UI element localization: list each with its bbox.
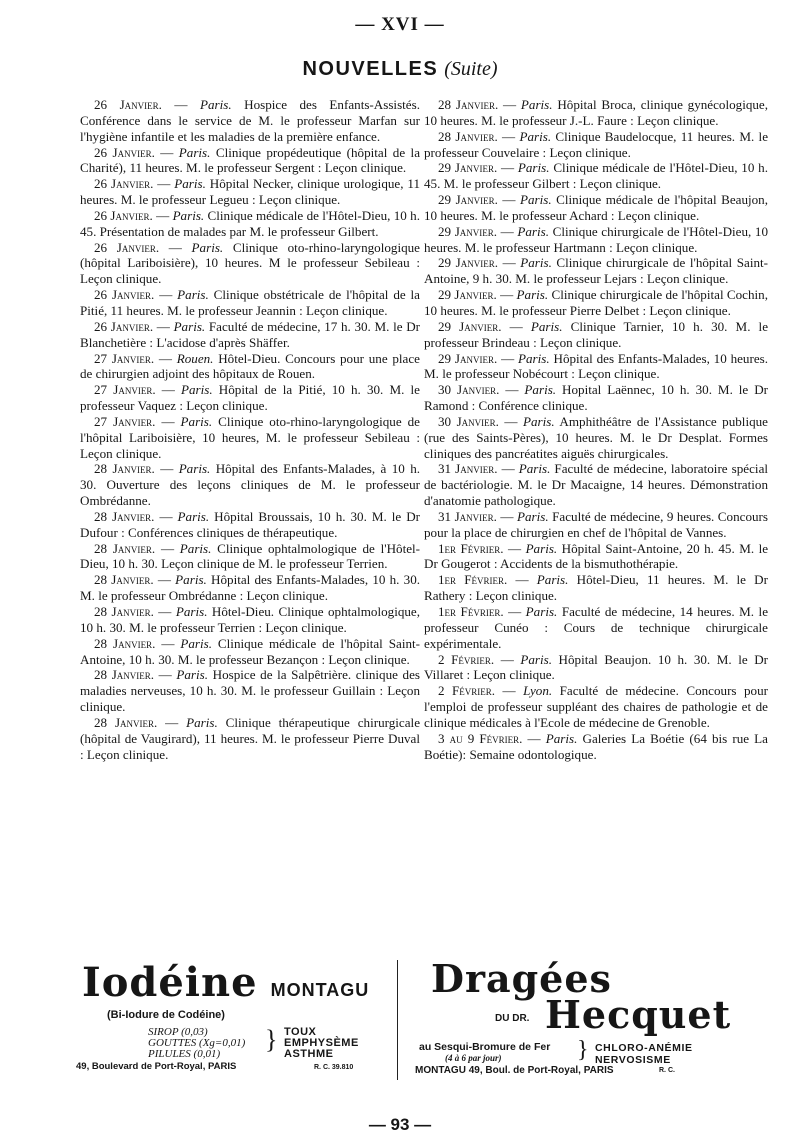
entry-city: Paris. (180, 635, 212, 651)
news-entry: 28 Janvier. — Paris. Hôtel-Dieu. Clinique ophtalmologique, 10 h. 30. M. le professeur Terrien : Leçon clinique. (80, 604, 421, 635)
entry-city: Paris. (525, 540, 558, 556)
entry-text: Hôpital Broca, clinique gynécologique, 10 heures. M. le professeur J.-L. Faure : Leçon clinique. (424, 97, 769, 128)
entry-date: 29 Janvier. (438, 318, 502, 334)
entry-city: Paris. (519, 192, 552, 208)
entry-city: Paris. (520, 651, 552, 667)
entry-text: Faculté de médecine, 17 h. 30. M. le Dr Blanchetière : L'acidose d'après Shäffer. (80, 318, 421, 350)
entry-text: Hôpital Necker, clinique urologique, 11 heures. M. le professeur Legueu : Leçon clinique. (80, 176, 420, 208)
ad-iodeine-form-0: SIROP (0,03) (148, 1026, 208, 1038)
entry-date: 2 Février. (438, 651, 495, 667)
entry-text: Clinique ophtalmologique de l'Hôtel-Dieu, 10 h. 30. Leçon clinique de M. le professeur Terrien. (80, 540, 421, 572)
entry-text: Hôtel-Dieu. Concours pour une place de chirurgien adjoint des hôpitaux de Rouen. (80, 350, 420, 382)
ad-iodeine-address: 49, Boulevard de Port-Royal, PARIS (76, 1061, 237, 1072)
news-entry: 26 Janvier. — Paris. Hospice des Enfants-Assistés. Conférence dans le service de M. le professeur Marfan sur l'hygiène infantile et les maladies de la première enfance. (80, 97, 420, 144)
entry-date: 2 Février. (438, 683, 496, 699)
entry-date: 30 Janvier. (438, 382, 500, 398)
ad-hecquet-reg: R. C. (659, 1067, 675, 1074)
ad-iodeine-brand: Iodéine (82, 959, 258, 1006)
page-header-roman: — XVI — (355, 14, 445, 35)
entry-date: 28 Janvier. (438, 128, 498, 144)
news-entry: 28 Janvier. — Paris. Clinique médicale de l'hôpital Saint-Antoine, 10 h. 30. M. le professeur Bezançon : Leçon clinique. (80, 635, 420, 667)
title-main: NOUVELLES (302, 58, 439, 80)
news-entry: 29 Janvier. — Paris. Clinique chirurgicale de l'Hôtel-Dieu, 10 heures. M. le professeur Hartmann : Leçon clinique. (424, 223, 769, 255)
title-suite: (Suite) (444, 58, 498, 80)
entry-city: Paris. (524, 382, 557, 398)
entry-date: 26 Janvier. (94, 287, 155, 303)
entry-city: Paris. (173, 318, 206, 334)
ad-hecquet-address: MONTAGU 49, Boul. de Port-Royal, PARIS (415, 1065, 614, 1076)
news-entry: 26 Janvier. — Paris. Clinique propédeutique (hôpital de la Charité), 11 heures. M. le professeur Sergent : Leçon clinique. (80, 144, 421, 176)
entry-text: Faculté de médecine, 14 heures. M. le professeur Cunéo : Cours de technique chirurgicale expérimentale. (424, 604, 769, 651)
news-entry: 26 Janvier. — Paris. Clinique oto-rhino-laryngologique (hôpital Lariboisière), 10 heures. M le professeur Sebileau : Leçon clinique. (80, 239, 420, 287)
entry-city: Paris. (176, 667, 209, 683)
news-entry: 29 Janvier. — Paris. Clinique chirurgicale de l'hôpital Cochin, 10 heures. M. le professeur Pierre Delbet : Leçon clinique. (424, 287, 769, 318)
ad-hecquet-ind2: NERVOSISME (595, 1054, 671, 1066)
entry-text: Hôtel-Dieu, 11 heures. M. le Dr Rathery : Leçon clinique. (424, 572, 769, 604)
news-entry: 26 Janvier. — Paris. Clinique obstétricale de l'hôpital de la Pitié, 11 heures. M. le professeur Jeannin : Leçon clinique. (80, 287, 420, 318)
news-entry: 28 Janvier. — Paris. Hôpital des Enfants-Malades, à 10 h. 30. Ouverture des leçons cliniques de M. le professeur Ombrédanne. (80, 461, 421, 509)
entry-text: Clinique propédeutique (hôpital de la Charité), 11 heures. M. le professeur Sergent : Leçon clinique. (80, 144, 421, 176)
news-entry: 28 Janvier. — Paris. Clinique Baudelocque, 11 heures. M. le professeur Couvelaire : Leçon clinique. (424, 128, 769, 160)
entry-city: Paris. (525, 604, 558, 619)
entry-city: Lyon. (523, 683, 553, 699)
ad-iodeine-brace: } (265, 1025, 278, 1054)
news-entry: 1er Février. — Paris. Hôtel-Dieu, 11 heures. M. le Dr Rathery : Leçon clinique. (424, 572, 769, 604)
entry-city: Paris. (186, 714, 218, 730)
entry-text: Clinique médicale de l'Hôtel-Dieu, 10 h. 45. M. le professeur Gilbert : Leçon clinique. (424, 160, 768, 192)
entry-text: Clinique obstétricale de l'hôpital de la Pitié, 11 heures. M. le professeur Jeannin : Leçon clinique. (80, 287, 420, 318)
entry-date: 3 au 9 Février. (438, 730, 523, 746)
entry-city: Paris. (177, 508, 210, 524)
news-entry: 27 Janvier. — Paris. Clinique oto-rhino-laryngologique de l'hôpital Lariboisière, 10 heures, M. le professeur Sebileau : Leçon clinique. (80, 413, 420, 461)
entry-date: 1er Février. (438, 540, 504, 556)
news-entry: 2 Février. — Paris. Hôpital Beaujon. 10 h. 30. M. le Dr Villaret : Leçon clinique. (424, 651, 769, 683)
entry-text: Hospice de la Salpêtrière. clinique des maladies nerveuses, 10 h. 30. M. le professeur Guillain : Leçon clinique. (80, 667, 421, 715)
ad-iodeine-ind-1: EMPHYSÈME (284, 1037, 359, 1049)
entry-city: Paris. (516, 508, 549, 524)
entry-city: Paris. (179, 540, 212, 556)
entry-text: Hopital Laënnec, 10 h. 30. M. le Dr Ramond : Conférence clinique. (424, 382, 769, 414)
news-entry: 1er Février. — Paris. Faculté de médecine, 14 heures. M. le professeur Cunéo : Cours de technique chirurgicale expérimentale. (424, 604, 769, 651)
entry-date: 27 Janvier. (94, 382, 156, 398)
news-entry: 31 Janvier. — Paris. Faculté de médecine, 9 heures. Concours pour la place de chirurgien en chef de l'hôpital de Vannes. (424, 508, 768, 540)
news-entry: 26 Janvier. — Paris. Clinique médicale de l'Hôtel-Dieu, 10 h. 45. Présentation de malades par M. le professeur Gilbert. (80, 207, 421, 239)
news-entry: 28 Janvier. — Paris. Hôpital Broussais, 10 h. 30. M. le Dr Dufour : Conférences cliniques de thérapeutique. (80, 508, 421, 540)
news-entry: 29 Janvier. — Paris. Clinique chirurgicale de l'hôpital Saint-Antoine, 9 h. 30. M. le professeur Lejars : Leçon clinique. (424, 255, 769, 287)
entry-city: Paris. (517, 223, 550, 239)
entry-city: Paris. (175, 572, 207, 588)
entry-city: Paris. (178, 461, 211, 477)
entry-city: Paris. (177, 287, 209, 303)
news-entry: 29 Janvier. — Paris. Clinique médicale de l'hôpital Beaujon, 10 heures. M. le professeur Achard : Leçon clinique. (424, 192, 768, 223)
left-column (80, 97, 420, 762)
ad-iodeine-form-1: GOUTTES (Xg=0,01) (148, 1037, 246, 1049)
entry-city: Paris. (181, 382, 213, 398)
entry-date: 29 Janvier. (438, 255, 499, 271)
entry-date: 1er Février. (438, 572, 508, 588)
entry-date: 29 Janvier. (438, 223, 498, 239)
entry-text: Amphithéâtre de l'Assistance publique (rue des Saints-Pères), 10 heures. M. le Dr Desplat. Formes cliniques des pancréatites aiguës chirurgicales. (424, 413, 768, 461)
news-entry: 27 Janvier. — Paris. Hôpital de la Pitié, 10 h. 30. M. le professeur Vaquez : Leçon clinique. (80, 382, 420, 414)
entry-text: Clinique Tarnier, 10 h. 30. M. le professeur Brindeau : Leçon clinique. (424, 318, 769, 350)
entry-date: 27 Janvier. (94, 350, 155, 366)
news-entry: 26 Janvier. — Paris. Hôpital Necker, clinique urologique, 11 heures. M. le professeur Legueu : Leçon clinique. (80, 176, 420, 208)
news-entry: 28 Janvier. — Paris. Hôpital Broca, clinique gynécologique, 10 heures. M. le professeur J.-L. Faure : Leçon clinique. (424, 97, 769, 128)
ads-divider (397, 960, 398, 1080)
ad-hecquet-brand2: Hecquet (545, 992, 732, 1037)
entry-text: Clinique médicale de l'Hôtel-Dieu, 10 h. 45. Présentation de malades par M. le professeur Gilbert. (80, 207, 421, 239)
entry-date: 29 Janvier. (438, 160, 498, 176)
entry-date: 28 Janvier. (94, 572, 154, 588)
news-entry: 28 Janvier. — Paris. Clinique thérapeutique chirurgicale (hôpital de Vaugirard), 11 heures. M. le professeur Pierre Duval : Leçon clinique. (80, 714, 421, 762)
ad-iodeine (62, 957, 392, 1087)
entry-text: Clinique oto-rhino-laryngologique (hôpital Lariboisière), 10 heures. M le professeur Sebileau : Leçon clinique. (80, 239, 420, 287)
entry-text: Clinique médicale de l'hôpital Saint-Antoine, 10 h. 30. M. le professeur Bezançon : Leçon clinique. (80, 635, 420, 667)
entry-city: Paris. (174, 176, 206, 192)
entry-date: 26 Janvier. (94, 207, 153, 223)
entry-date: 28 Janvier. (94, 540, 156, 556)
entry-date: 28 Janvier. (94, 635, 156, 651)
ad-iodeine-form-2: PILULES (0,01) (148, 1048, 221, 1060)
entry-date: 26 Janvier. (94, 144, 155, 160)
entry-date: 28 Janvier. (94, 714, 158, 730)
entry-city: Paris. (520, 97, 553, 112)
entry-date: 29 Janvier. (438, 350, 498, 366)
entry-date: 30 Janvier. (438, 413, 499, 429)
entry-city: Paris. (518, 461, 551, 477)
ad-hecquet-brand1: Dragées (431, 956, 612, 1001)
entry-text: Hôpital Beaujon. 10 h. 30. M. le Dr Villaret : Leçon clinique. (424, 651, 769, 683)
entry-city: Paris. (517, 160, 550, 176)
entry-city: Paris. (191, 239, 224, 255)
entry-date: 26 Janvier. (94, 318, 154, 334)
entry-city: Paris. (519, 128, 552, 144)
section-title (0, 58, 800, 81)
news-entry: 28 Janvier. — Paris. Hospice de la Salpêtrière. clinique des maladies nerveuses, 10 h. 30. M. le professeur Guillain : Leçon clinique. (80, 667, 421, 715)
news-entry: 28 Janvier. — Paris. Hôpital des Enfants-Malades, 10 h. 30. M. le professeur Ombrédanne : Leçon clinique. (80, 572, 421, 604)
news-entry: 27 Janvier. — Rouen. Hôtel-Dieu. Concours pour une place de chirurgien adjoint des hôpitaux de Rouen. (80, 350, 420, 382)
entry-date: 28 Janvier. (94, 604, 154, 619)
entry-text: Clinique thérapeutique chirurgicale (hôpital de Vaugirard), 11 heures. M. le professeur Pierre Duval : Leçon clinique. (80, 714, 421, 762)
ad-iodeine-subtitle: (Bi-Iodure de Codéine) (107, 1009, 225, 1021)
ad-hecquet (415, 957, 765, 1087)
entry-date: 29 Janvier. (438, 287, 497, 303)
entry-city: Paris. (520, 255, 552, 271)
news-entry: 29 Janvier. — Paris. Clinique médicale de l'Hôtel-Dieu, 10 h. 45. M. le professeur Gilbert : Leçon clinique. (424, 160, 768, 192)
entry-text: Hospice des Enfants-Assistés. Conférence dans le service de M. le professeur Marfan sur l'hygiène infantile et les maladies de la première enfance. (80, 97, 420, 144)
entry-date: 31 Janvier. (438, 461, 498, 477)
news-entry: 29 Janvier. — Paris. Clinique Tarnier, 10 h. 30. M. le professeur Brindeau : Leçon clinique. (424, 318, 769, 350)
entry-date: 28 Janvier. (94, 667, 155, 683)
entry-date: 31 Janvier. (438, 508, 497, 524)
entry-text: Clinique chirurgicale de l'Hôtel-Dieu, 10 heures. M. le professeur Hartmann : Leçon clinique. (424, 223, 769, 255)
entry-date: 29 Janvier. (438, 192, 498, 208)
entry-text: Hôpital de la Pitié, 10 h. 30. M. le professeur Vaquez : Leçon clinique. (80, 382, 420, 414)
entry-city: Paris. (518, 350, 550, 366)
entry-date: 28 Janvier. (438, 97, 499, 112)
entry-city: Paris. (178, 144, 211, 160)
entry-date: 26 Janvier. (94, 239, 160, 255)
entry-text: Faculté de médecine, laboratoire spécial de bactériologie. M. le Dr Macaigne, 14 heures. Démonstration d'anatomie pathologique. (424, 461, 769, 509)
news-entry: 28 Janvier. — Paris. Clinique ophtalmologique de l'Hôtel-Dieu, 10 h. 30. Leçon clinique de M. le professeur Terrien. (80, 540, 421, 572)
entry-text: Clinique médicale de l'hôpital Beaujon, 10 heures. M. le professeur Achard : Leçon clinique. (424, 192, 768, 223)
news-entry: 2 Février. — Lyon. Faculté de médecine. Concours pour l'emploi de professeur suppléant des chaires de pathologie et de clinique médicales à l'Ecole de médecine de Grenoble. (424, 683, 768, 730)
entry-city: Paris. (536, 572, 569, 588)
page-number: — 93 — (368, 1115, 432, 1134)
entry-text: Clinique Baudelocque, 11 heures. M. le professeur Couvelaire : Leçon clinique. (424, 128, 769, 160)
ad-hecquet-line1: au Sesqui-Bromure de Fer (419, 1041, 551, 1053)
entry-text: Galeries La Boétie (64 bis rue La Boétie): Semaine odontologique. (424, 730, 768, 762)
entry-city: Paris. (522, 413, 555, 429)
ad-iodeine-reg: R. C. 39.810 (314, 1064, 354, 1071)
entry-date: 26 Janvier. (94, 97, 162, 112)
entry-date: 26 Janvier. (94, 176, 154, 192)
news-entry: 30 Janvier. — Paris. Amphithéâtre de l'Assistance publique (rue des Saints-Pères), 10 heures. M. le Dr Desplat. Formes cliniques des pancréatites aiguës chirurgicales. (424, 413, 768, 461)
ad-hecquet-brace: } (577, 1037, 589, 1063)
ad-iodeine-ind-0: TOUX (284, 1026, 317, 1038)
entry-date: 27 Janvier. (94, 413, 156, 429)
ad-hecquet-line2: (4 à 6 par jour) (445, 1053, 502, 1063)
entry-city: Paris. (199, 97, 232, 112)
entry-text: Hôpital Saint-Antoine, 20 h. 45. M. le Dr Gougerot : Accidents de la bismuthothérapie. (424, 540, 769, 572)
ad-iodeine-maker: MONTAGU (270, 980, 370, 1000)
news-entry: 31 Janvier. — Paris. Faculté de médecine, laboratoire spécial de bactériologie. M. le Dr Macaigne, 14 heures. Démonstration d'anatomie pathologique. (424, 461, 769, 509)
entry-text: Hôpital des Enfants-Malades, 10 h. 30. M. le professeur Ombrédanne : Leçon clinique. (80, 572, 421, 604)
news-entry: 30 Janvier. — Paris. Hopital Laënnec, 10 h. 30. M. le Dr Ramond : Conférence clinique. (424, 382, 769, 414)
entry-date: 28 Janvier. (94, 461, 155, 477)
entry-text: Clinique chirurgicale de l'hôpital Saint-Antoine, 9 h. 30. M. le professeur Lejars : Leçon clinique. (424, 255, 769, 287)
entry-city: Paris. (172, 207, 205, 223)
entry-date: 1er Février. (438, 604, 504, 619)
news-entry: 29 Janvier. — Paris. Hôpital des Enfants-Malades, 10 heures. M. le professeur Nobécourt : Leçon clinique. (424, 350, 769, 382)
news-entry: 26 Janvier. — Paris. Faculté de médecine, 17 h. 30. M. le Dr Blanchetière : L'acidose d'après Shäffer. (80, 318, 421, 350)
ad-hecquet-dudr: DU DR. (495, 1013, 530, 1024)
entry-text: Hôpital Broussais, 10 h. 30. M. le Dr Dufour : Conférences cliniques de thérapeutique. (80, 508, 421, 540)
entry-text: Hôpital des Enfants-Malades, 10 heures. M. le professeur Nobécourt : Leçon clinique. (424, 350, 769, 382)
entry-text: Clinique oto-rhino-laryngologique de l'hôpital Lariboisière, 10 heures, M. le professeur Sebileau : Leçon clinique. (80, 413, 420, 461)
entry-city: Paris. (545, 730, 578, 746)
entry-text: Faculté de médecine. Concours pour l'emploi de professeur suppléant des chaires de pathologie et de clinique médicales à l'Ecole de médecine de Grenoble. (424, 683, 768, 730)
entry-city: Paris. (175, 604, 208, 619)
ad-hecquet-ind1: CHLORO-ANÉMIE (595, 1042, 693, 1054)
entry-text: Faculté de médecine, 9 heures. Concours pour la place de chirurgien en chef de l'hôpital de Vannes. (424, 508, 768, 540)
entry-text: Hôtel-Dieu. Clinique ophtalmologique, 10 h. 30. M. le professeur Terrien : Leçon clinique. (80, 604, 421, 635)
news-entry: 3 au 9 Février. — Paris. Galeries La Boétie (64 bis rue La Boétie): Semaine odontologique. (424, 730, 768, 762)
entry-city: Rouen. (176, 350, 214, 366)
ad-iodeine-ind-2: ASTHME (284, 1048, 334, 1060)
entry-city: Paris. (530, 318, 563, 334)
entry-city: Paris. (180, 413, 213, 429)
entry-text: Clinique chirurgicale de l'hôpital Cochin, 10 heures. M. le professeur Pierre Delbet : Leçon clinique. (424, 287, 769, 318)
entry-city: Paris. (516, 287, 549, 303)
right-column (424, 97, 768, 762)
entry-date: 28 Janvier. (94, 508, 155, 524)
entry-text: Hôpital des Enfants-Malades, à 10 h. 30. Ouverture des leçons cliniques de M. le professeur Ombrédanne. (80, 461, 421, 509)
news-entry: 1er Février. — Paris. Hôpital Saint-Antoine, 20 h. 45. M. le Dr Gougerot : Accidents de la bismuthothérapie. (424, 540, 769, 572)
